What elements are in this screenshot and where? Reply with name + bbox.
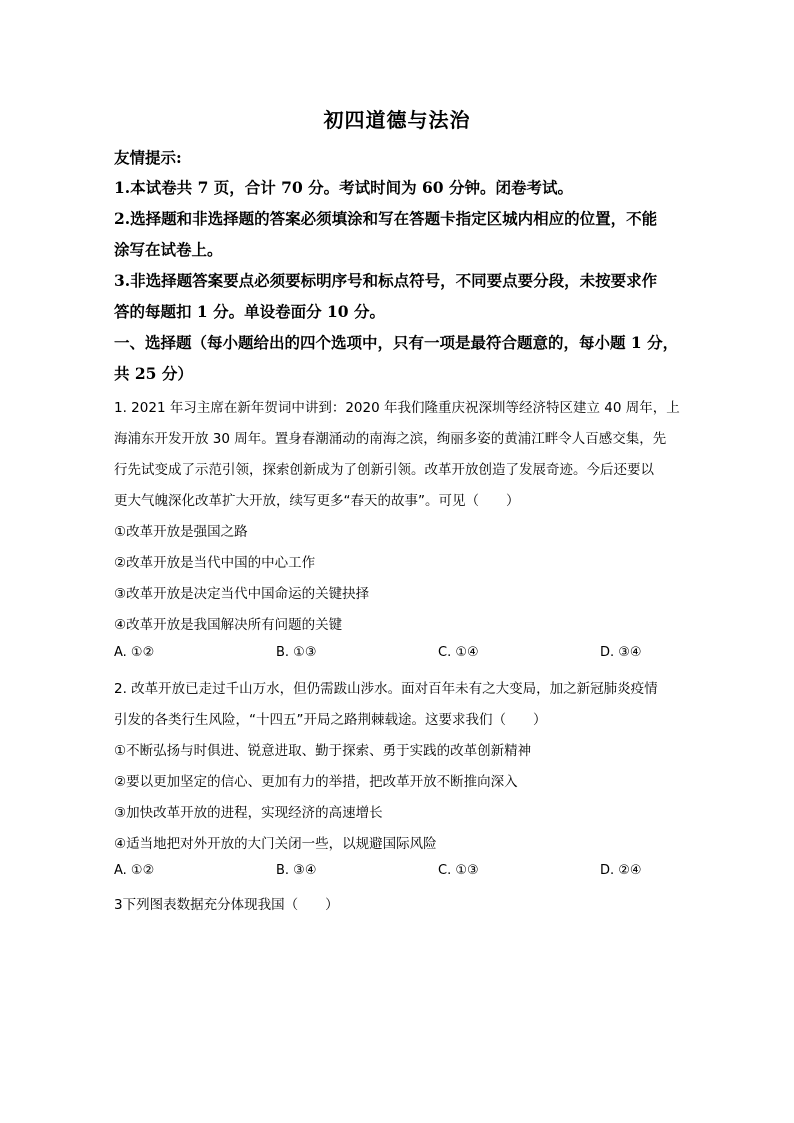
question-item: ③加快改革开放的进程，实现经济的高速增长: [114, 805, 383, 821]
notice-line: 1.本试卷共 7 页，合计 70 分。考试时间为 60 分钟。闭卷考试。: [114, 178, 573, 197]
notice-line: 2.选择题和非选择题的答案必须填涂和写在答题卡指定区城内相应的位置，不能: [114, 209, 658, 228]
option-a: A. ①②: [114, 863, 155, 878]
question-item: ④适当地把对外开放的大门关闭一些，以规避国际风险: [114, 836, 437, 852]
page-title: 初四道德与法治: [323, 108, 471, 132]
question-item: ②改革开放是当代中国的中心工作: [114, 555, 316, 571]
question-stem: 引发的各类行生风险，“十四五”开局之路荆棘载途。这要求我们（ ）: [114, 712, 547, 728]
option-c: C. ①③: [438, 863, 479, 878]
section-heading: 共 25 分）: [114, 364, 193, 383]
question-item: ①不断弘扬与时俱进、锐意进取、勤于探索、勇于实践的改革创新精神: [114, 743, 532, 759]
question-item: ④改革开放是我国解决所有问题的关键: [114, 617, 343, 633]
option-a: A. ①②: [114, 645, 155, 660]
option-d: D. ②④: [600, 863, 642, 878]
question-stem: 3下列图表数据充分体现我国（ ）: [114, 897, 339, 913]
option-b: B. ①③: [276, 645, 317, 660]
option-b: B. ③④: [276, 863, 317, 878]
question-stem: 2. 改革开放已走过千山万水，但仍需跋山涉水。面对百年未有之大变局，加之新冠肺炎疫情: [114, 681, 658, 697]
question-item: ①改革开放是强国之路: [114, 524, 248, 540]
section-heading: 一、选择题（每小题给出的四个选项中，只有一项是最符合题意的，每小题 1 分，: [114, 333, 679, 352]
question-item: ②要以更加坚定的信心、更加有力的举措，把改革开放不断推向深入: [114, 774, 518, 790]
notice-heading: 友情提示:: [114, 148, 182, 167]
notice-line: 3.非选择题答案要点必须要标明序号和标点符号，不同要点要分段，未按要求作: [114, 271, 658, 290]
question-stem: 海浦东开发开放 30 周年。置身春潮涌动的南海之滨，绚丽多姿的黄浦江畔令人百感交集，先: [114, 431, 667, 447]
option-d: D. ③④: [600, 645, 642, 660]
notice-line: 答的每题扣 1 分。单设卷面分 10 分。: [114, 302, 385, 321]
question-stem: 1. 2021 年习主席在新年贺词中讲到：2020 年我们隆重庆祝深圳等经济特区建立 40 周年，上: [114, 400, 680, 416]
question-item: ③改革开放是决定当代中国命运的关键抉择: [114, 586, 370, 602]
notice-line: 涂写在试卷上。: [114, 240, 223, 259]
question-stem: 更大气魄深化改革扩大开放，续写更多“春天的故事”。可见（ ）: [114, 493, 520, 509]
question-stem: 行先试变成了示范引领，探索创新成为了创新引领。改革开放创造了发展奇迹。今后还要以: [114, 462, 654, 478]
option-c: C. ①④: [438, 645, 479, 660]
